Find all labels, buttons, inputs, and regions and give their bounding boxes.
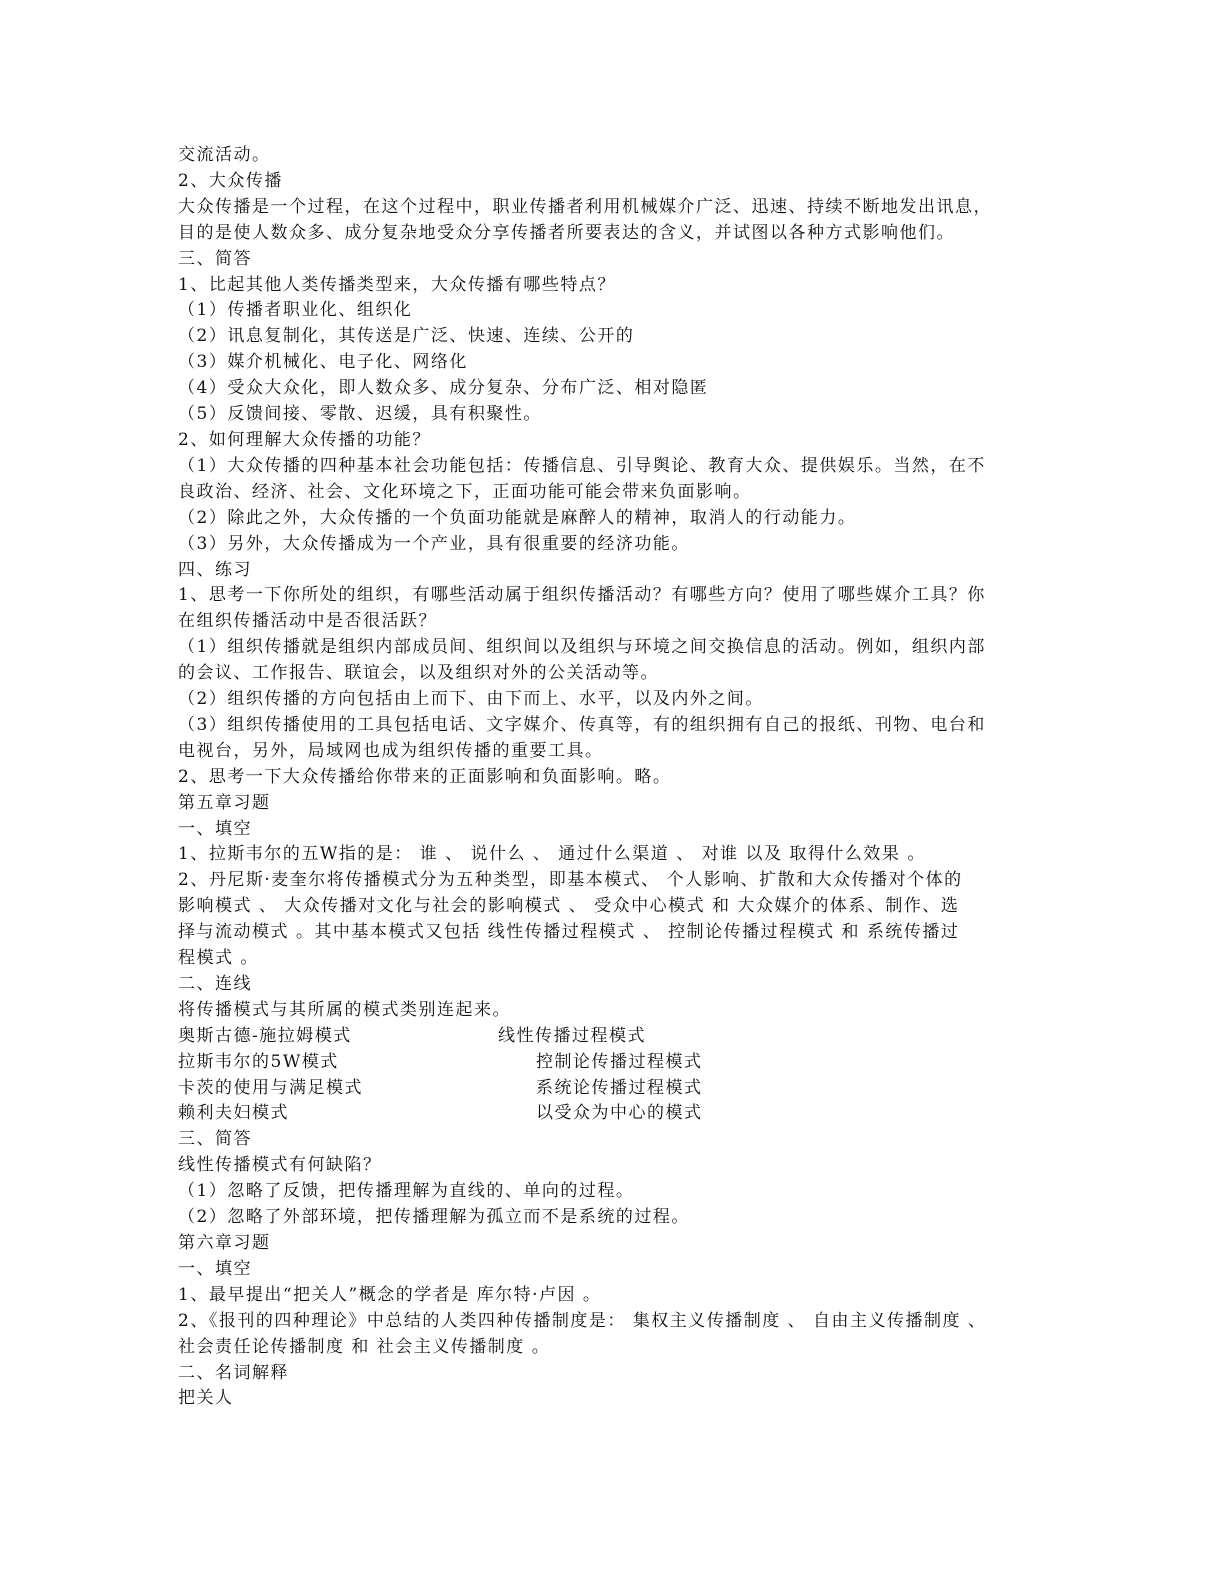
text-line: 三、简答 bbox=[178, 248, 252, 269]
matching-row bbox=[178, 1024, 1040, 1050]
text-line: （2）忽略了外部环境，把传播理解为孤立而不是系统的过程。 bbox=[178, 1207, 690, 1228]
matching-model-name: 奥斯古德-施拉姆模式 bbox=[178, 1025, 352, 1046]
text-line: 1、拉斯韦尔的五W指的是： 谁 、 说什么 、 通过什么渠道 、 对谁 以及 取得什么效果 。 bbox=[178, 844, 926, 865]
text-line: 社会责任论传播制度 和 社会主义传播制度 。 bbox=[178, 1336, 551, 1357]
text-line: 2、丹尼斯·麦奎尔将传播模式分为五种类型，即基本模式、 个人影响、扩散和大众传播对个体的 bbox=[178, 870, 963, 891]
text-line: 1、比起其他人类传播类型来，大众传播有哪些特点？ bbox=[178, 274, 616, 295]
text-line: （3）媒介机械化、电子化、网络化 bbox=[178, 352, 468, 373]
text-line: 的会议、工作报告、联谊会，以及组织对外的公关活动等。 bbox=[178, 663, 659, 684]
matching-model-name: 卡茨的使用与满足模式 bbox=[178, 1077, 363, 1098]
text-line: 择与流动模式 。其中基本模式又包括 线性传播过程模式 、 控制论传播过程模式 和 系统传播过 bbox=[178, 922, 960, 943]
text-line: 二、名词解释 bbox=[178, 1362, 289, 1383]
text-line: 第五章习题 bbox=[178, 792, 271, 813]
text-line: （5）反馈间接、零散、迟缓，具有积聚性。 bbox=[178, 404, 542, 425]
text-line: 三、简答 bbox=[178, 1129, 252, 1150]
text-line: （2）除此之外，大众传播的一个负面功能就是麻醉人的精神，取消人的行动能力。 bbox=[178, 507, 857, 528]
text-line: 一、填空 bbox=[178, 818, 252, 839]
matching-model-category: 以受众为中心的模式 bbox=[536, 1103, 703, 1124]
text-line: （3）另外，大众传播成为一个产业，具有很重要的经济功能。 bbox=[178, 533, 690, 554]
matching-model-category: 控制论传播过程模式 bbox=[536, 1051, 703, 1072]
text-line: （1）传播者职业化、组织化 bbox=[178, 300, 413, 321]
text-line: 电视台，另外，局域网也成为组织传播的重要工具。 bbox=[178, 740, 604, 761]
text-line: 把关人 bbox=[178, 1388, 234, 1409]
text-line: 大众传播是一个过程，在这个过程中，职业传播者利用机械媒介广泛、迅速、持续不断地发出讯息， bbox=[178, 196, 992, 217]
text-line: （4）受众大众化，即人数众多、成分复杂、分布广泛、相对隐匿 bbox=[178, 378, 709, 399]
text-line: 影响模式 、 大众传播对文化与社会的影响模式 、 受众中心模式 和 大众媒介的体系、制作、选 bbox=[178, 896, 960, 917]
text-line: （1）大众传播的四种基本社会功能包括：传播信息、引导舆论、教育大众、提供娱乐。当然，在不 bbox=[178, 455, 986, 476]
text-line: 1、思考一下你所处的组织，有哪些活动属于组织传播活动？有哪些方向？使用了哪些媒介工具？你 bbox=[178, 585, 986, 606]
text-line: （2）讯息复制化，其传送是广泛、快速、连续、公开的 bbox=[178, 326, 635, 347]
matching-model-category: 线性传播过程模式 bbox=[498, 1025, 646, 1046]
matching-model-name: 赖利夫妇模式 bbox=[178, 1103, 289, 1124]
text-line: （2）组织传播的方向包括由上而下、由下而上、水平，以及内外之间。 bbox=[178, 689, 764, 710]
matching-exercise bbox=[178, 1024, 1040, 1128]
text-line: 四、练习 bbox=[178, 559, 252, 580]
matching-row bbox=[178, 1050, 1040, 1076]
text-line: 2、思考一下大众传播给你带来的正面影响和负面影响。略。 bbox=[178, 766, 672, 787]
text-line: （1）忽略了反馈，把传播理解为直线的、单向的过程。 bbox=[178, 1181, 635, 1202]
text-line: 1、最早提出“把关人”概念的学者是 库尔特·卢因 。 bbox=[178, 1284, 602, 1305]
matching-row bbox=[178, 1076, 1040, 1102]
text-line: 目的是使人数众多、成分复杂地受众分享传播者所要表达的含义，并试图以各种方式影响他们。 bbox=[178, 222, 955, 243]
text-line: 2、《报刊的四种理论》中总结的人类四种传播制度是： 集权主义传播制度 、 自由主义传播制度 、 bbox=[178, 1310, 987, 1331]
text-line: 程模式 。 bbox=[178, 948, 259, 969]
text-line: 交流活动。 bbox=[178, 145, 271, 165]
text-line: 良政治、经济、社会、文化环境之下，正面功能可能会带来负面影响。 bbox=[178, 481, 752, 502]
text-line: （1）组织传播就是组织内部成员间、组织间以及组织与环境之间交换信息的活动。例如，组织内部 bbox=[178, 637, 986, 658]
matching-row bbox=[178, 1101, 1040, 1127]
text-line: 在组织传播活动中是否很活跃？ bbox=[178, 611, 437, 632]
text-block-before bbox=[178, 143, 1040, 1024]
text-line: 二、连线 bbox=[178, 974, 252, 994]
text-line: 一、填空 bbox=[178, 1258, 252, 1279]
text-line: 2、如何理解大众传播的功能？ bbox=[178, 429, 431, 450]
text-line: 线性传播模式有何缺陷？ bbox=[178, 1155, 382, 1176]
text-line: 第六章习题 bbox=[178, 1233, 271, 1253]
text-line: 2、大众传播 bbox=[178, 170, 283, 191]
text-line: 将传播模式与其所属的模式类别连起来。 bbox=[178, 999, 511, 1020]
text-line: （3）组织传播使用的工具包括电话、文字媒介、传真等，有的组织拥有自己的报纸、刊物、电台和 bbox=[178, 714, 986, 735]
matching-model-name: 拉斯韦尔的5W模式 bbox=[178, 1051, 339, 1072]
matching-model-category: 系统论传播过程模式 bbox=[536, 1077, 703, 1098]
document-page bbox=[178, 143, 1040, 1412]
text-block-after bbox=[178, 1127, 1040, 1412]
